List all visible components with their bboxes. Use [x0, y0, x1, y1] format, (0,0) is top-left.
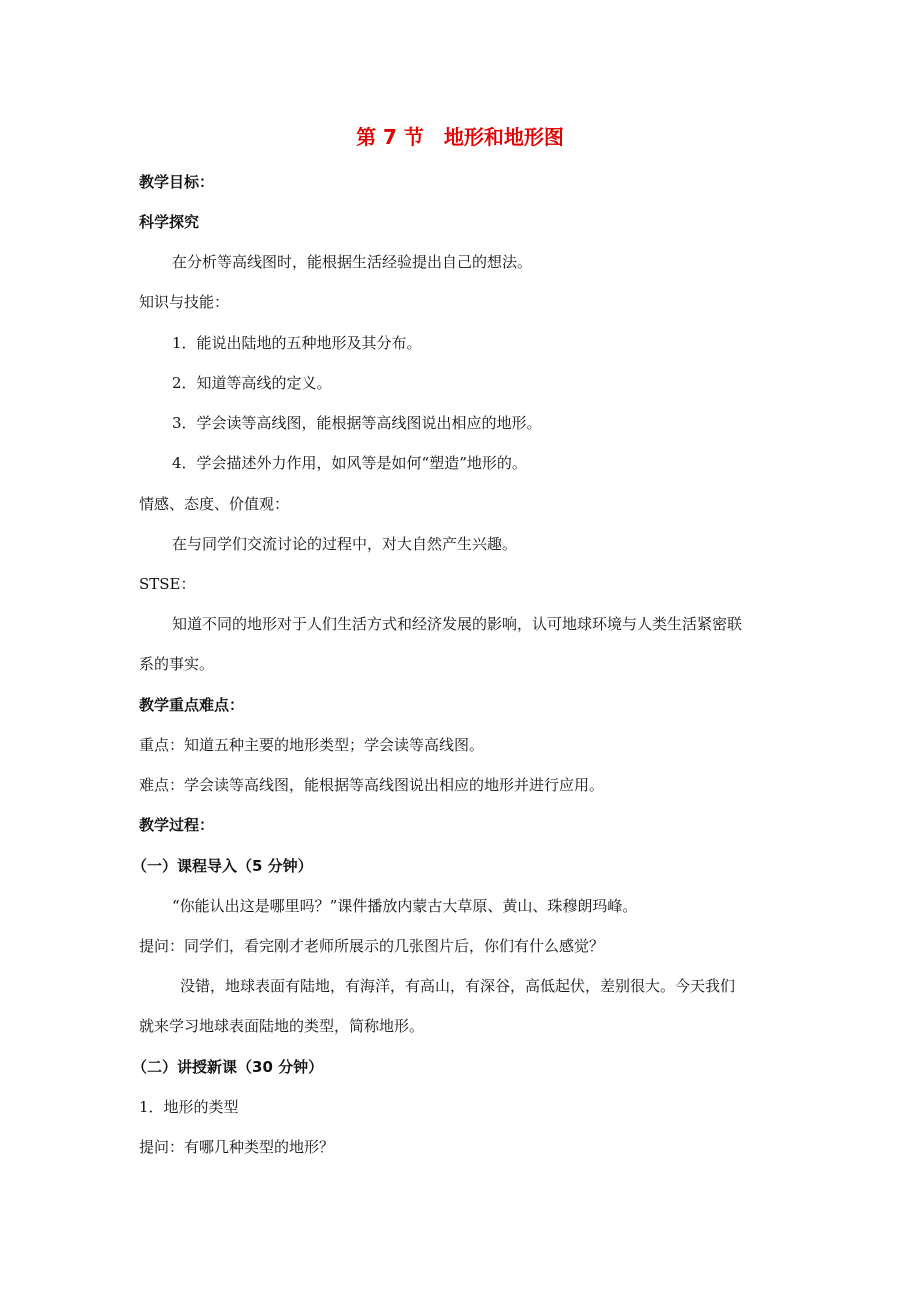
- knowledge-item-3: 3．学会读等高线图，能根据等高线图说出相应的地形。: [172, 414, 542, 432]
- answer-1-line2: 就来学习地球表面陆地的类型，简称地形。: [139, 1017, 425, 1035]
- stse-text-line1: 知道不同的地形对于人们生活方式和经济发展的影响，认可地球环境与人类生活紧密联: [172, 615, 743, 633]
- question-1: 提问：同学们，看完刚才老师所展示的几张图片后，你们有什么感觉？: [139, 937, 605, 955]
- emotion-text: 在与同学们交流讨论的过程中，对大自然产生兴趣。: [172, 535, 518, 553]
- knowledge-item-4: 4．学会描述外力作用，如风等是如何“塑造”地形的。: [172, 454, 527, 472]
- heading-objectives: 教学目标：: [139, 173, 215, 191]
- section-part1: （一）课程导入（5 分钟）: [132, 857, 313, 875]
- key-point: 重点：知道五种主要的地形类型；学会读等高线图。: [139, 736, 485, 754]
- intro-text: “你能认出这是哪里吗？”课件播放内蒙古大草原、黄山、珠穆朗玛峰。: [172, 897, 638, 915]
- heading-knowledge: 知识与技能：: [139, 293, 230, 311]
- answer-1-line1: 没错，地球表面有陆地，有海洋，有高山，有深谷，高低起伏，差别很大。今天我们: [180, 977, 736, 995]
- knowledge-item-1: 1．能说出陆地的五种地形及其分布。: [172, 334, 422, 352]
- knowledge-item-2: 2．知道等高线的定义。: [172, 374, 332, 392]
- heading-stse: STSE：: [139, 575, 196, 593]
- difficult-point: 难点：学会读等高线图，能根据等高线图说出相应的地形并进行应用。: [139, 776, 605, 794]
- landform-types-heading: 1．地形的类型: [139, 1098, 239, 1116]
- heading-emotion: 情感、态度、价值观：: [139, 495, 290, 513]
- science-text: 在分析等高线图时，能根据生活经验提出自己的想法。: [172, 253, 533, 271]
- question-2: 提问：有哪几种类型的地形？: [139, 1138, 335, 1156]
- page-title: 第 7 节 地形和地形图: [356, 125, 564, 149]
- heading-process: 教学过程：: [139, 816, 215, 834]
- heading-keypoints: 教学重点难点：: [139, 696, 245, 714]
- stse-text-line2: 系的事实。: [139, 655, 215, 673]
- section-part2: （二）讲授新课（30 分钟）: [132, 1058, 324, 1076]
- heading-science: 科学探究: [139, 213, 200, 231]
